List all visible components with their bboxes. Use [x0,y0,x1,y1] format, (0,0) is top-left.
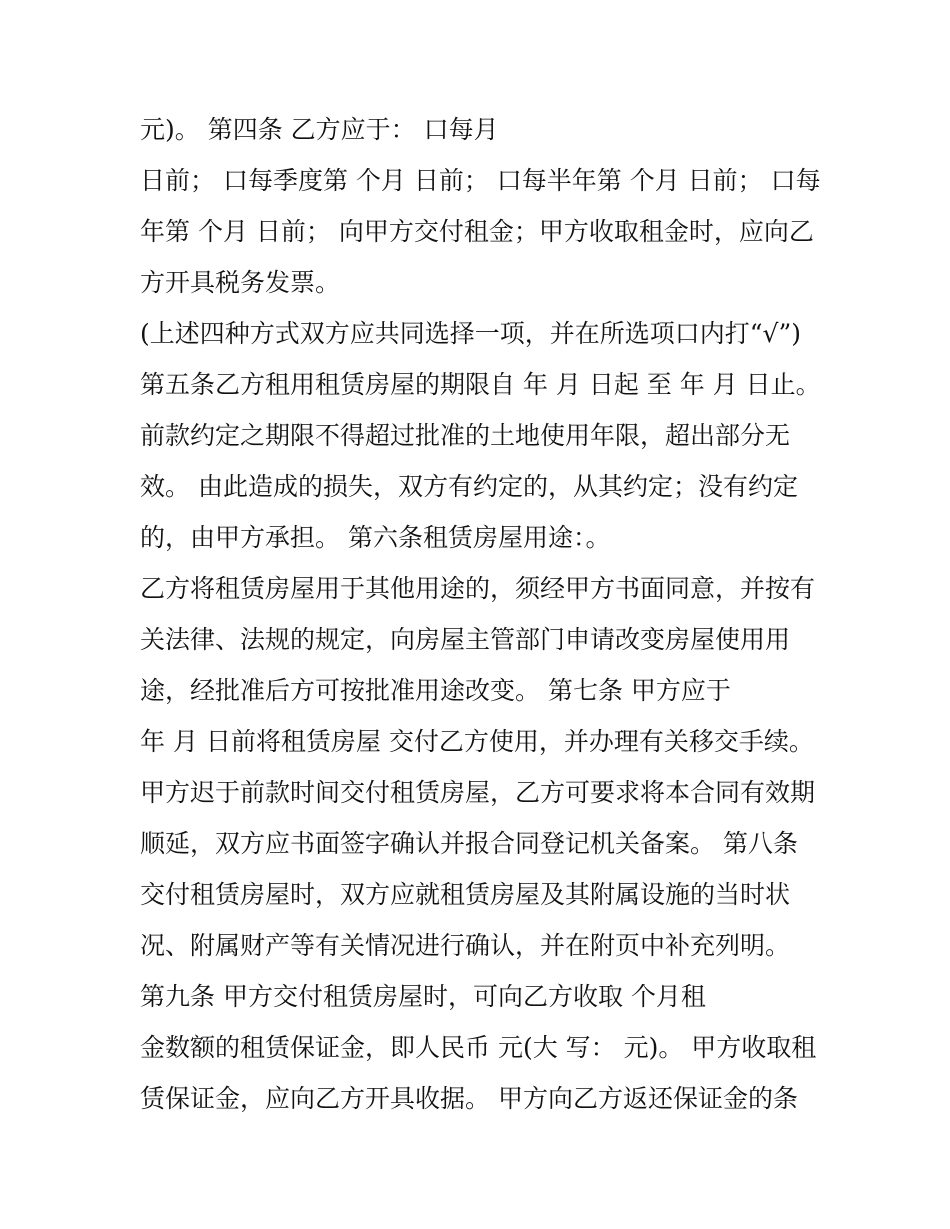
text-line: 顺延，双方应书面签字确认并报合同登记机关备案。 第八条 [140,829,798,858]
text-line: 乙方将租赁房屋用于其他用途的，须经甲方书面同意，并按有 [140,574,816,603]
text-line: 第九条 甲方交付租赁房屋时，可向乙方收取 个月租 [140,982,706,1011]
text-line: 效。 由此造成的损失，双方有约定的，从其约定；没有约定 [140,472,798,501]
text-line: 交付租赁房屋时，双方应就租赁房屋及其附属设施的当时状 [140,880,791,909]
text-line: 元)。 第四条 乙方应于： 口每月 [140,115,499,144]
text-line: 途，经批准后方可按批准用途改变。 第七条 甲方应于 [140,676,731,705]
text-line: 日前； 口每季度第 个月 日前； 口每半年第 个月 日前； 口每 [140,166,821,195]
text-line: 关法律、法规的规定，向房屋主管部门申请改变房屋使用用 [140,625,791,654]
text-line: 金数额的租赁保证金，即人民币 元(大 写： 元)。 甲方收取租 [140,1033,817,1062]
text-line: 况、附属财产等有关情况进行确认，并在附页中补充列明。 [140,931,791,960]
text-line: 的，由甲方承担。 第六条租赁房屋用途：。 [140,523,611,552]
text-line: 年 月 日前将租赁房屋 交付乙方使用，并办理有关移交手续。 [140,727,814,756]
text-line: 年第 个月 日前； 向甲方交付租金；甲方收取租金时，应向乙 [140,217,814,246]
text-line: 方开具税务发票。 [140,268,341,297]
text-line: 赁保证金，应向乙方开具收据。 甲方向乙方返还保证金的条 [140,1084,798,1113]
text-line: 第五条乙方租用租赁房屋的期限自 年 月 日起 至 年 月 日止。 [140,370,821,399]
text-line: 前款约定之期限不得超过批准的土地使用年限，超出部分无 [140,421,791,450]
text-line: 甲方迟于前款时间交付租赁房屋，乙方可要求将本合同有效期 [140,778,816,807]
text-line: (上述四种方式双方应共同选择一项，并在所选项口内打“√”) [140,319,802,348]
